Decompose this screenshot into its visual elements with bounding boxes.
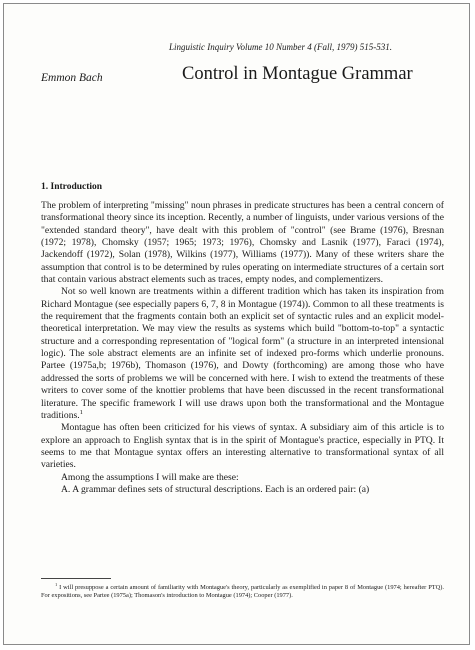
section-heading: 1. Introduction — [41, 182, 103, 192]
paragraph-2-text: Not so well known are treatments within a different tradition which has taken its inspiration from Richard Montague (see especially papers 6, 7, 8 in Montague (1974)). Common to all these treatments is the requirement that the fragments contain both an explicit set of syntactic rules and an explicit model-theoretical interpretation. We may view the results as systems which build "bottom-to-top" a syntactic structure and a corresponding representation of "logical form" (a structure in an interpreted intensional logic). The sole abstract elements are an infinite set of indexed pro-forms which underlie pronouns. Partee (1975a,b; 1976b), Thomason (1976), and Dowty (forthcoming) are among those who have addressed the sorts of problems we will be concerned with here. I wish to extend the treatments of these writers to cover some of the knottier problems that have been discussed in the recent transformational literature. The specific framework I will use draws upon both the transformational and the Montague traditions. — [41, 286, 444, 421]
footnote-marker: 1 — [79, 408, 83, 416]
paragraph-3: Montague has often been criticized for his views of syntax. A subsidiary aim of this article is to explore an approach to English syntax that is in the spirit of Montague's practice, especially in PTQ. It seems to me that Montague syntax offers an interesting alternative to transformational syntax of all varieties. — [41, 422, 444, 471]
journal-citation: Linguistic Inquiry Volume 10 Number 4 (Fall, 1979) 515-531. — [169, 42, 392, 52]
paragraph-1: The problem of interpreting "missing" noun phrases in predicate structures has been a central concern of transformational theory since its inception. Recently, a number of linguists, under various versions of the "extended standard theory", have dealt with this problem of "control" (see Brame (1976), Bresnan (1972; 1978), Chomsky (1957; 1965; 1973; 1976), Chomsky and Lasnik (1977), Faraci (1974), Jackendoff (1972), Solan (1978), Wilkins (1977), Williams (1977)). Many of these writers share the assumption that control is to be determined by rules operating on intermediate structures of a certain sort that contain various abstract elements such as traces, empty nodes, and complementizers. — [41, 200, 444, 286]
paragraph-5: A. A grammar defines sets of structural descriptions. Each is an ordered pair: (a) — [61, 483, 370, 495]
paragraph-4: Among the assumptions I will make are these: — [61, 471, 239, 483]
article-body — [41, 200, 444, 496]
footnote — [41, 581, 444, 601]
article-title: Control in Montague Grammar — [182, 64, 413, 84]
footnote-divider — [41, 578, 111, 579]
footnote-text: I will presuppose a certain amount of familiarity with Montague's theory, particularly as exemplified in paper 8 of Montague (1974; hereafter PTQ). For expositions, see Partee (1975a); Thomason's introduction to Montague (1974); Cooper (1977). — [41, 584, 444, 600]
author-name: Emmon Bach — [41, 72, 103, 84]
paragraph-2 — [41, 286, 444, 422]
footnote-1 — [41, 581, 444, 601]
footnote-number: 1 — [55, 581, 58, 587]
journal-page — [3, 3, 470, 645]
